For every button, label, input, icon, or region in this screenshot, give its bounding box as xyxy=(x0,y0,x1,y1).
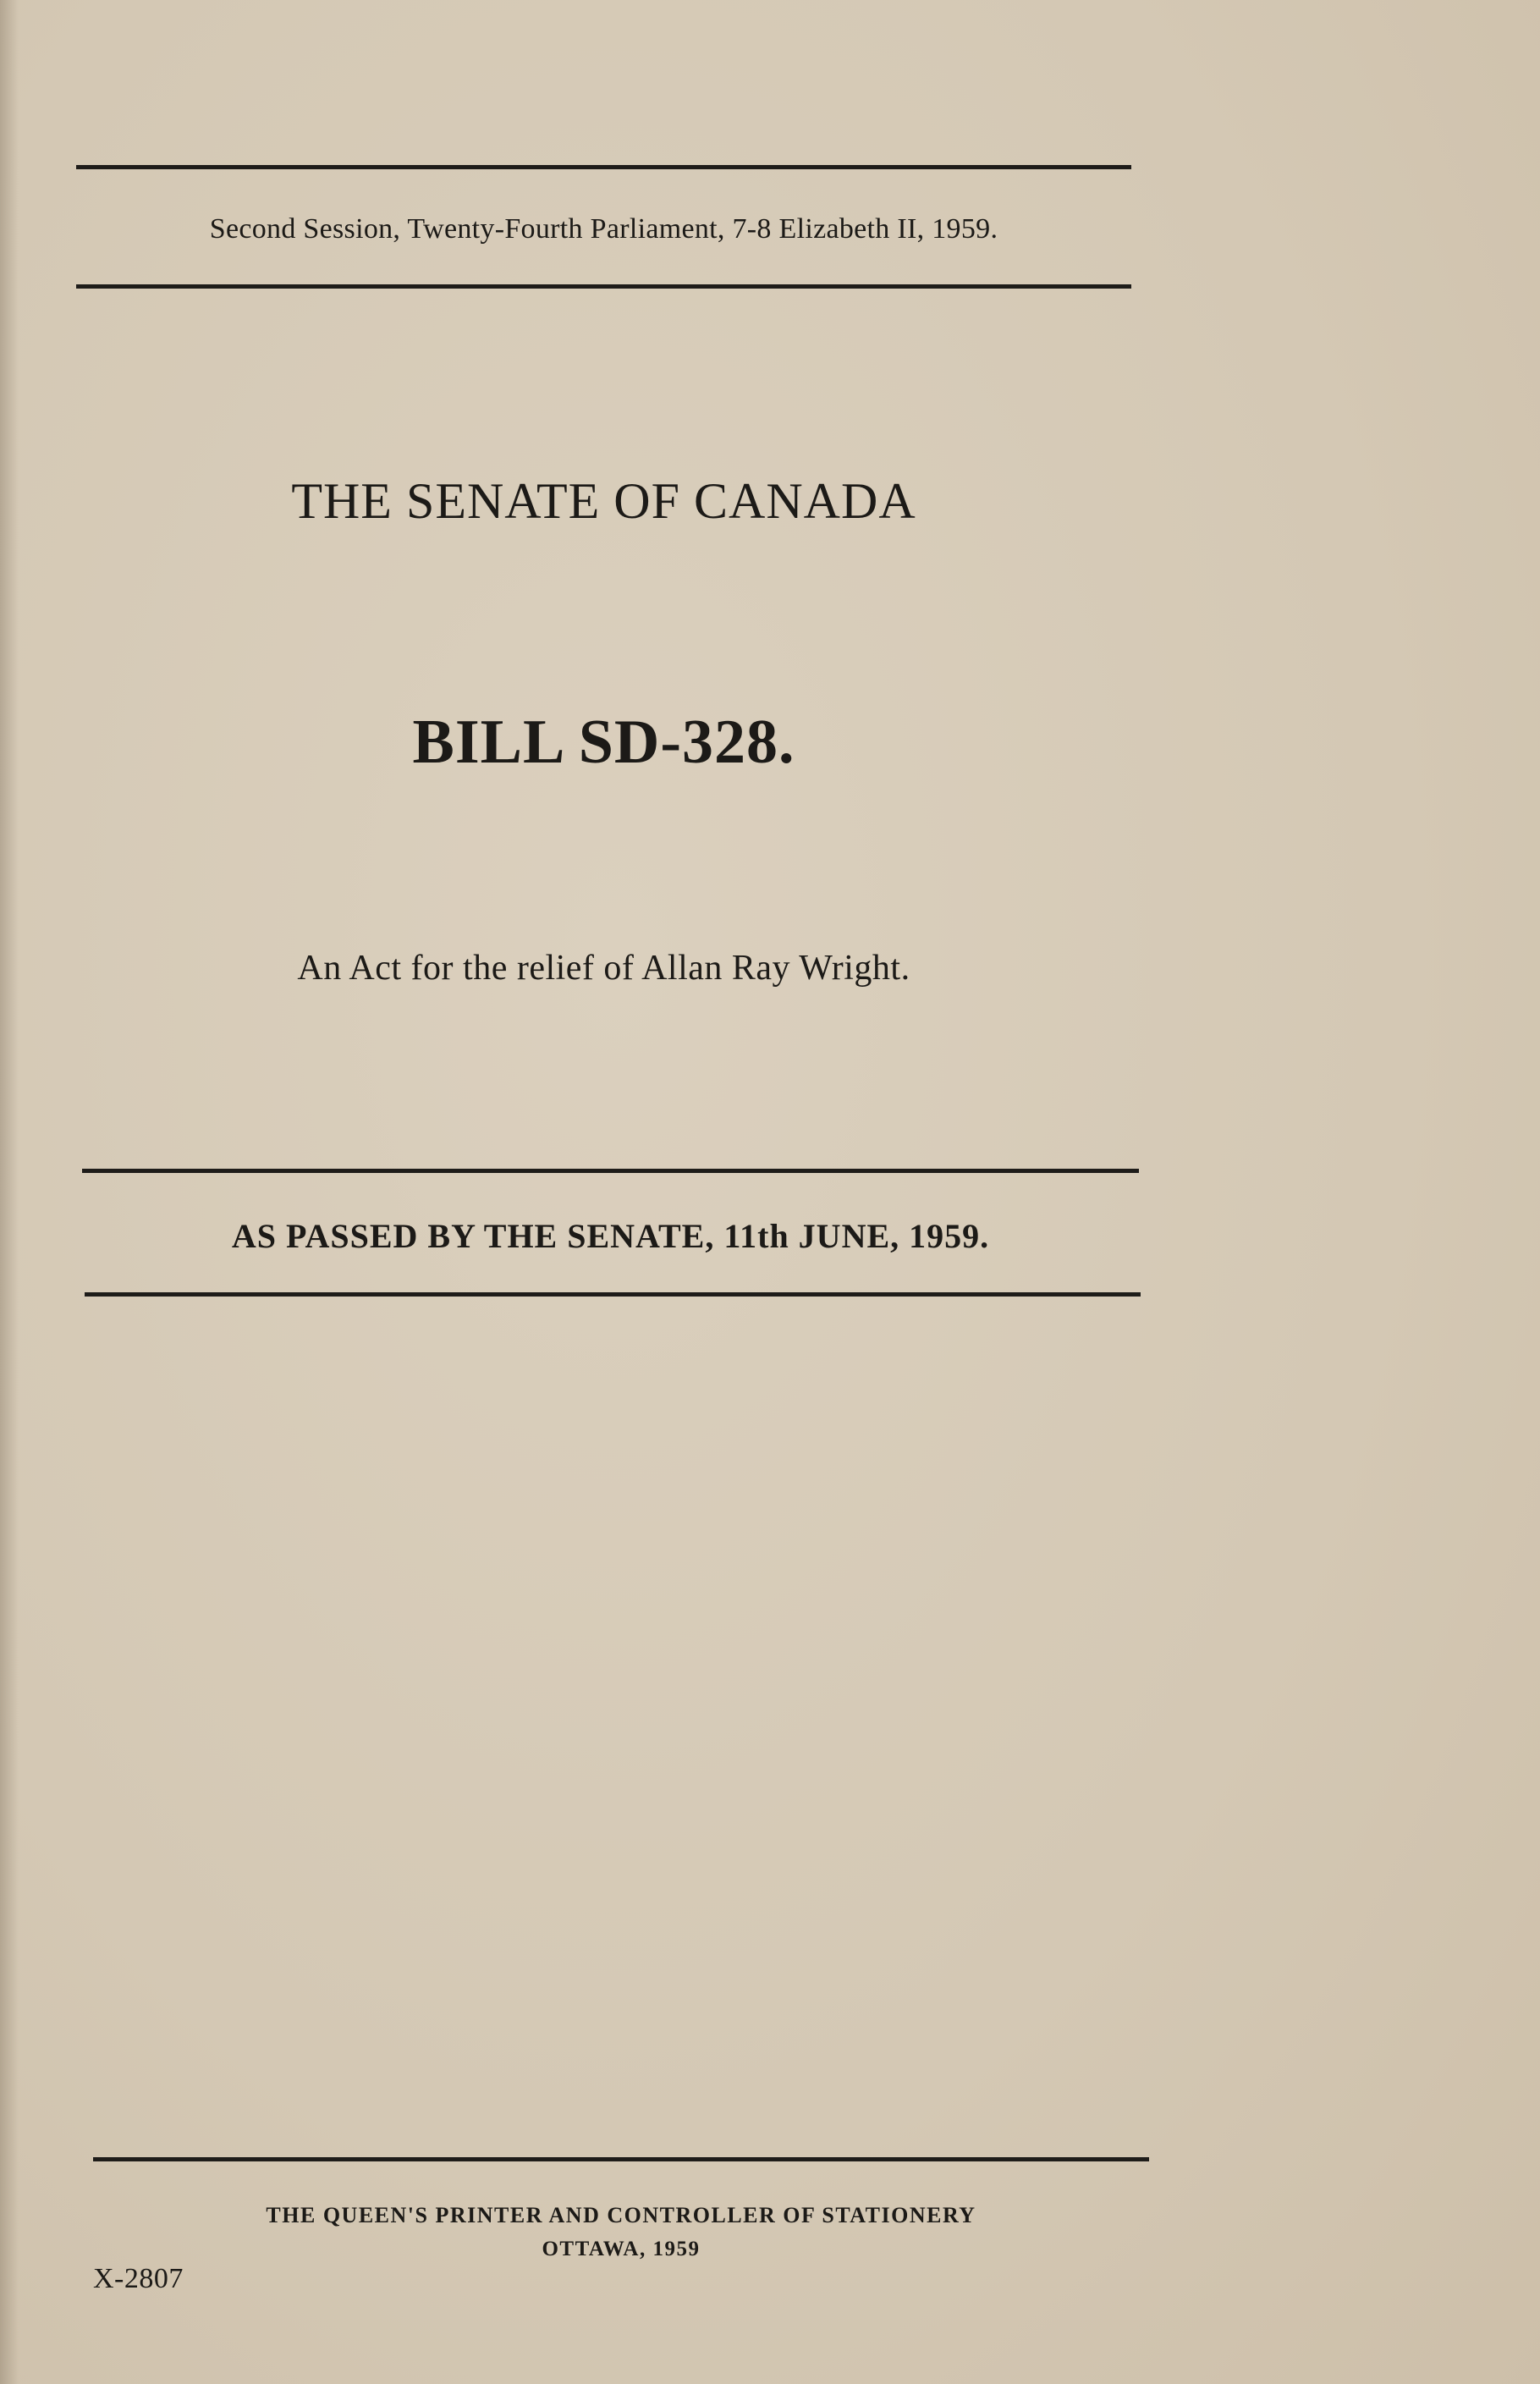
session-line: Second Session, Twenty-Fourth Parliament, 7-8 Elizabeth II, 1959. xyxy=(209,213,998,245)
footer-rule xyxy=(93,2157,1149,2161)
bill-number: BILL SD-328. xyxy=(412,707,795,777)
printer-line: THE QUEEN'S PRINTER AND CONTROLLER OF STATIONERY xyxy=(266,2203,976,2227)
passage-note: AS PASSED BY THE SENATE, 11th JUNE, 1959. xyxy=(231,1217,990,1255)
session-rule xyxy=(76,284,1131,289)
passage-bottom-rule xyxy=(85,1292,1141,1297)
document-code: X-2807 xyxy=(93,2263,184,2294)
passage-top-rule xyxy=(82,1169,1139,1173)
top-rule xyxy=(76,165,1131,169)
printer-city: OTTAWA, 1959 xyxy=(542,2238,701,2260)
bill-title: An Act for the relief of Allan Ray Wright. xyxy=(297,949,910,988)
printer-block xyxy=(93,2199,1149,2266)
house-title: THE SENATE OF CANADA xyxy=(291,473,916,529)
